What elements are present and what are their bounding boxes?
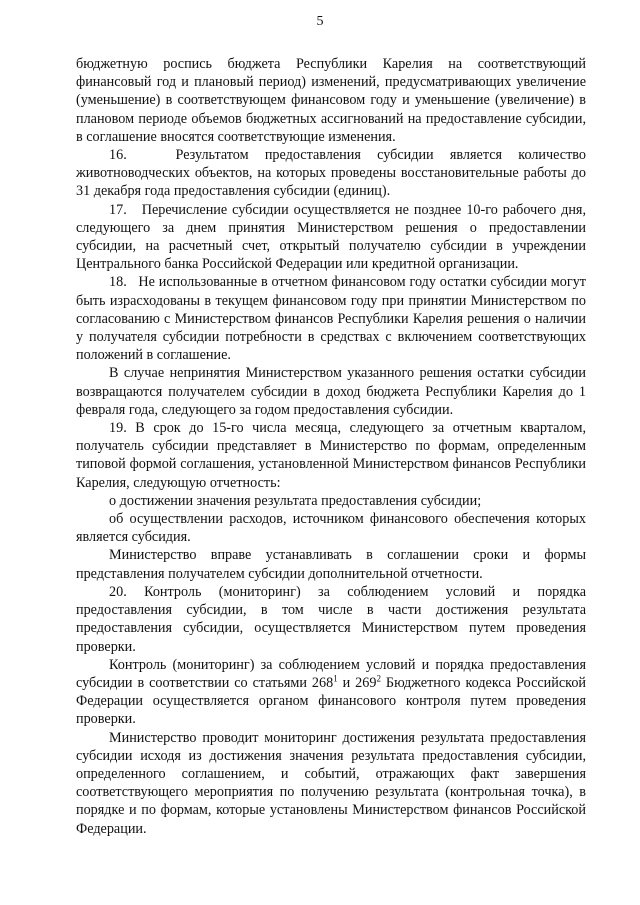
paragraph-financial-control	[76, 656, 586, 729]
paragraph-17-transfer: 17. Перечисление субсидии осуществляется не позднее 10-го рабочего дня, следующего за днем принятия Министерством решения о предоставлении субсидии, на расчетный счет, открытый получателю субсидии в учреждении Центрального банка Российской Федерации или кредитной организации.	[76, 201, 586, 273]
paragraph-balance-return: В случае непринятия Министерством указанного решения остатки субсидии возвращаются получателем субсидии в доход бюджета Республики Карелия до 1 февраля года, следующего за годом предоставления субсидии.	[76, 365, 586, 418]
document-body	[76, 55, 586, 838]
paragraph-18-unused-balances: 18. Не использованные в отчетном финансовом году остатки субсидии могут быть израсходованы в текущем финансовом году при принятии Министерством по согласованию с Министерством финансов Республики Карелия решения о наличии у получателя субсидии потребности в средствах с включением соответствующих положений в соглашение.	[76, 274, 586, 364]
paragraph-monitoring: Министерство проводит мониторинг достижения результата предоставления субсидии исходя из достижения значения результата предоставления субсидии, определенного соглашением, и событий, отражающих факт завершения соответствующего мероприятия по получению результата (контрольная точка), в порядке и по формам, которые установлены Министерством финансов Российской Федерации.	[76, 729, 586, 837]
paragraph-16-result: 16. Результатом предоставления субсидии является количество животноводческих объектов, на которых проведены восстановительные работы до 31 декабря года предоставления субсидии (единиц).	[76, 147, 586, 200]
paragraph-report-expenses: об осуществлении расходов, источником финансового обеспечения которых является субсидия.	[76, 511, 586, 546]
control-text-part2: и 269	[337, 674, 377, 691]
paragraph-budget-changes: бюджетную роспись бюджета Республики Карелия на соответствующий финансовый год и плановый период) изменений, предусматривающих увеличение (уменьшение) в соответствующем финансовом году и уменьшение (увеличение) в плановом периоде объемов бюджетных ассигнований на предоставление субсидии, в соглашение вносятся соответствующие изменения.	[76, 56, 586, 145]
superscript-2: 2	[376, 673, 381, 684]
paragraph-19-reporting: 19. В срок до 15-го числа месяца, следующего за отчетным кварталом, получатель субсидии представляет в Министерство по формам, определенным типовой формой соглашения, установленной Министерством финансов Республики Карелия, следующую отчетность:	[76, 420, 586, 491]
paragraph-report-result: о достижении значения результата предоставления субсидии;	[109, 492, 482, 509]
superscript-1: 1	[333, 673, 338, 684]
control-text-part1: Контроль (мониторинг) за соблюдением условий и порядка предоставления субсидии в соответствии со статьями 268	[76, 656, 586, 691]
paragraph-additional-reporting: Министерство вправе устанавливать в соглашении сроки и формы представления получателем субсидии дополнительной отчетности.	[76, 547, 586, 582]
control-text-part3: Бюджетного кодекса Российской Федерации осуществляется органом финансового контроля путем проведения проверки.	[76, 674, 587, 728]
paragraph-20-control: 20. Контроль (мониторинг) за соблюдением условий и порядка предоставления субсидии, в том числе в части достижения результата предоставления субсидии, осуществляется Министерством путем проведения проверки.	[76, 583, 586, 655]
page-number: 5	[316, 14, 324, 29]
